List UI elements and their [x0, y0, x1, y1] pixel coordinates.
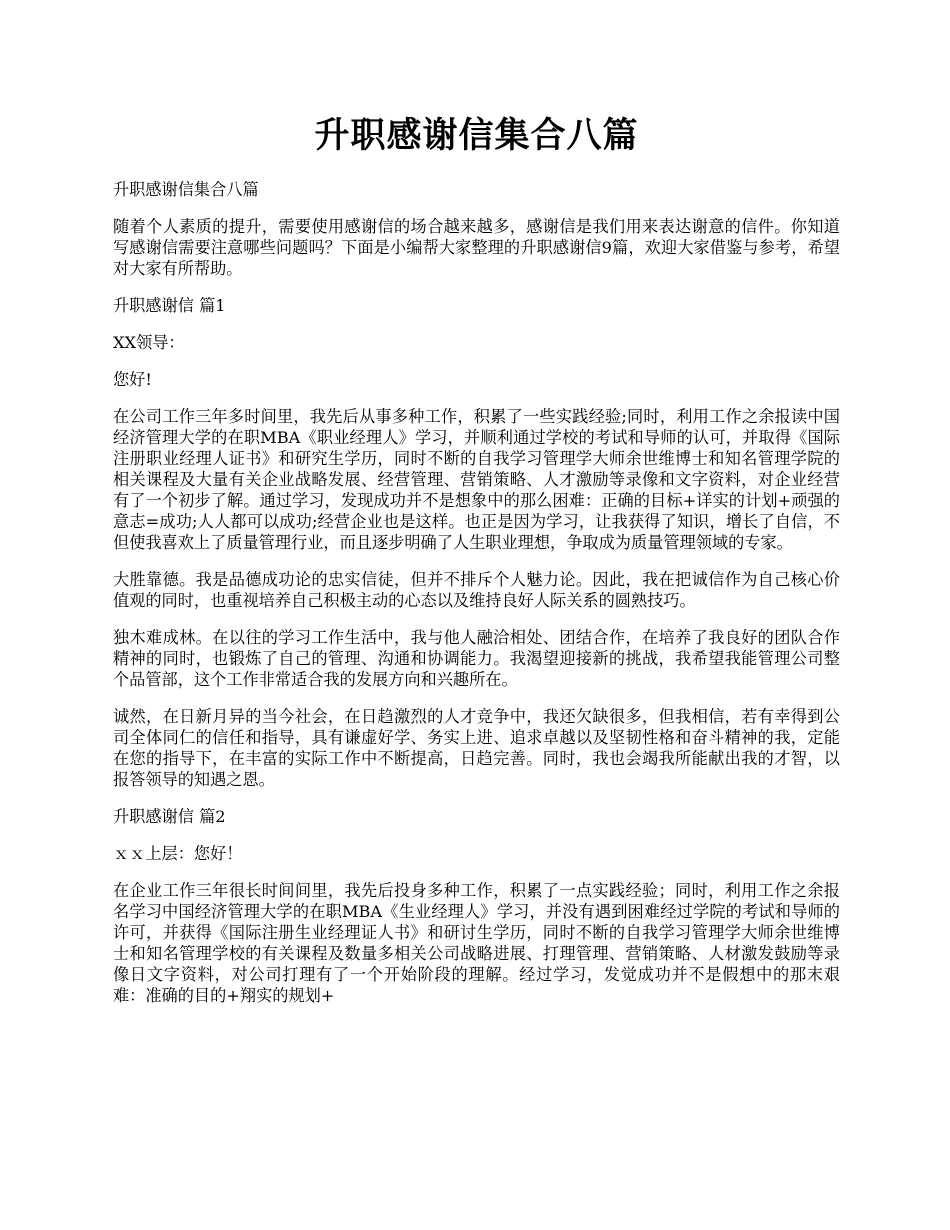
salutation: ｘｘ上层：您好！ [113, 844, 243, 863]
salutation: XX领导： [113, 333, 185, 352]
document-title: 升职感谢信集合八篇 [314, 115, 639, 156]
intro-paragraph: 随着个人素质的提升，需要使用感谢信的场合越来越多，感谢信是我们用来表达谢意的信件。你知道写感谢信需要注意哪些问题吗？下面是小编帮大家整理的升职感谢信9篇，欢迎大家借鉴与参考，希望对大家有所帮助。 [113, 217, 840, 278]
body-paragraph: 诚然，在日新月异的当今社会，在日趋激烈的人才竞争中，我还欠缺很多，但我相信，若有幸得到公司全体同仁的信任和指导，具有谦虚好学、务实上进、追求卓越以及坚韧性格和奋斗精神的我，定能在您的指导下，在丰富的实际工作中不断提高，日趋完善。同时，我也会竭我所能献出我的才智，以报答领导的知遇之恩。 [113, 707, 840, 789]
section-heading-1: 升职感谢信 篇1 [113, 296, 226, 315]
greeting: 您好! [113, 370, 152, 389]
body-paragraph: 独木难成林。在以往的学习工作生活中，我与他人融洽相处、团结合作，在培养了我良好的团队合作精神的同时，也锻炼了自己的管理、沟通和协调能力。我渴望迎接新的挑战，我希望我能管理公司整个品管部，这个工作非常适合我的发展方向和兴趣所在。 [113, 628, 840, 689]
subtitle-paragraph: 升职感谢信集合八篇 [113, 180, 259, 199]
body-paragraph: 大胜靠德。我是品德成功论的忠实信徒，但并不排斥个人魅力论。因此，我在把诚信作为自己核心价值观的同时，也重视培养自己积极主动的心态以及维持良好人际关系的圆熟技巧。 [113, 570, 840, 610]
section-heading-2: 升职感谢信 篇2 [113, 807, 226, 826]
body-paragraph: 在公司工作三年多时间里，我先后从事多种工作，积累了一些实践经验;同时，利用工作之余报读中国经济管理大学的在职MBA《职业经理人》学习，并顺利通过学校的考试和导师的认可，并取得《国际注册职业经理人证书》和研究生学历，同时不断的自我学习管理学大师余世维博士和知名管理学院的相关课程及大量有关企业战略发展、经营管理、营销策略、人才激励等录像和文字资料，对企业经营有了一个初步了解。通过学习，发现成功并不是想象中的那么困难：正确的目标+详实的计划+顽强的意志=成功;人人都可以成功;经营企业也是这样。也正是因为学习，让我获得了知识，增长了自信，不但使我喜欢上了质量管理行业，而且逐步明确了人生职业理想，争取成为质量管理领域的专家。 [113, 407, 840, 552]
document-body [113, 179, 840, 1022]
body-paragraph: 在企业工作三年很长时间间里，我先后投身多种工作，积累了一点实践经验；同时，利用工作之余报名学习中国经济管理大学的在职MBA《生业经理人》学习，并没有遇到困难经过学院的考试和导师的许可，并获得《国际注册生业经理证人书》和研讨生学历，同时不断的自我学习管理学大师余世维博士和知名管理学校的有关课程及数量多相关公司战略进展、打理管理、营销策略、人材激发鼓励等录像日文字资料，对公司打理有了一个开始阶段的理解。经过学习，发觉成功并不是假想中的那末艰难：准确的目的+翔实的规划+ [113, 881, 840, 1005]
